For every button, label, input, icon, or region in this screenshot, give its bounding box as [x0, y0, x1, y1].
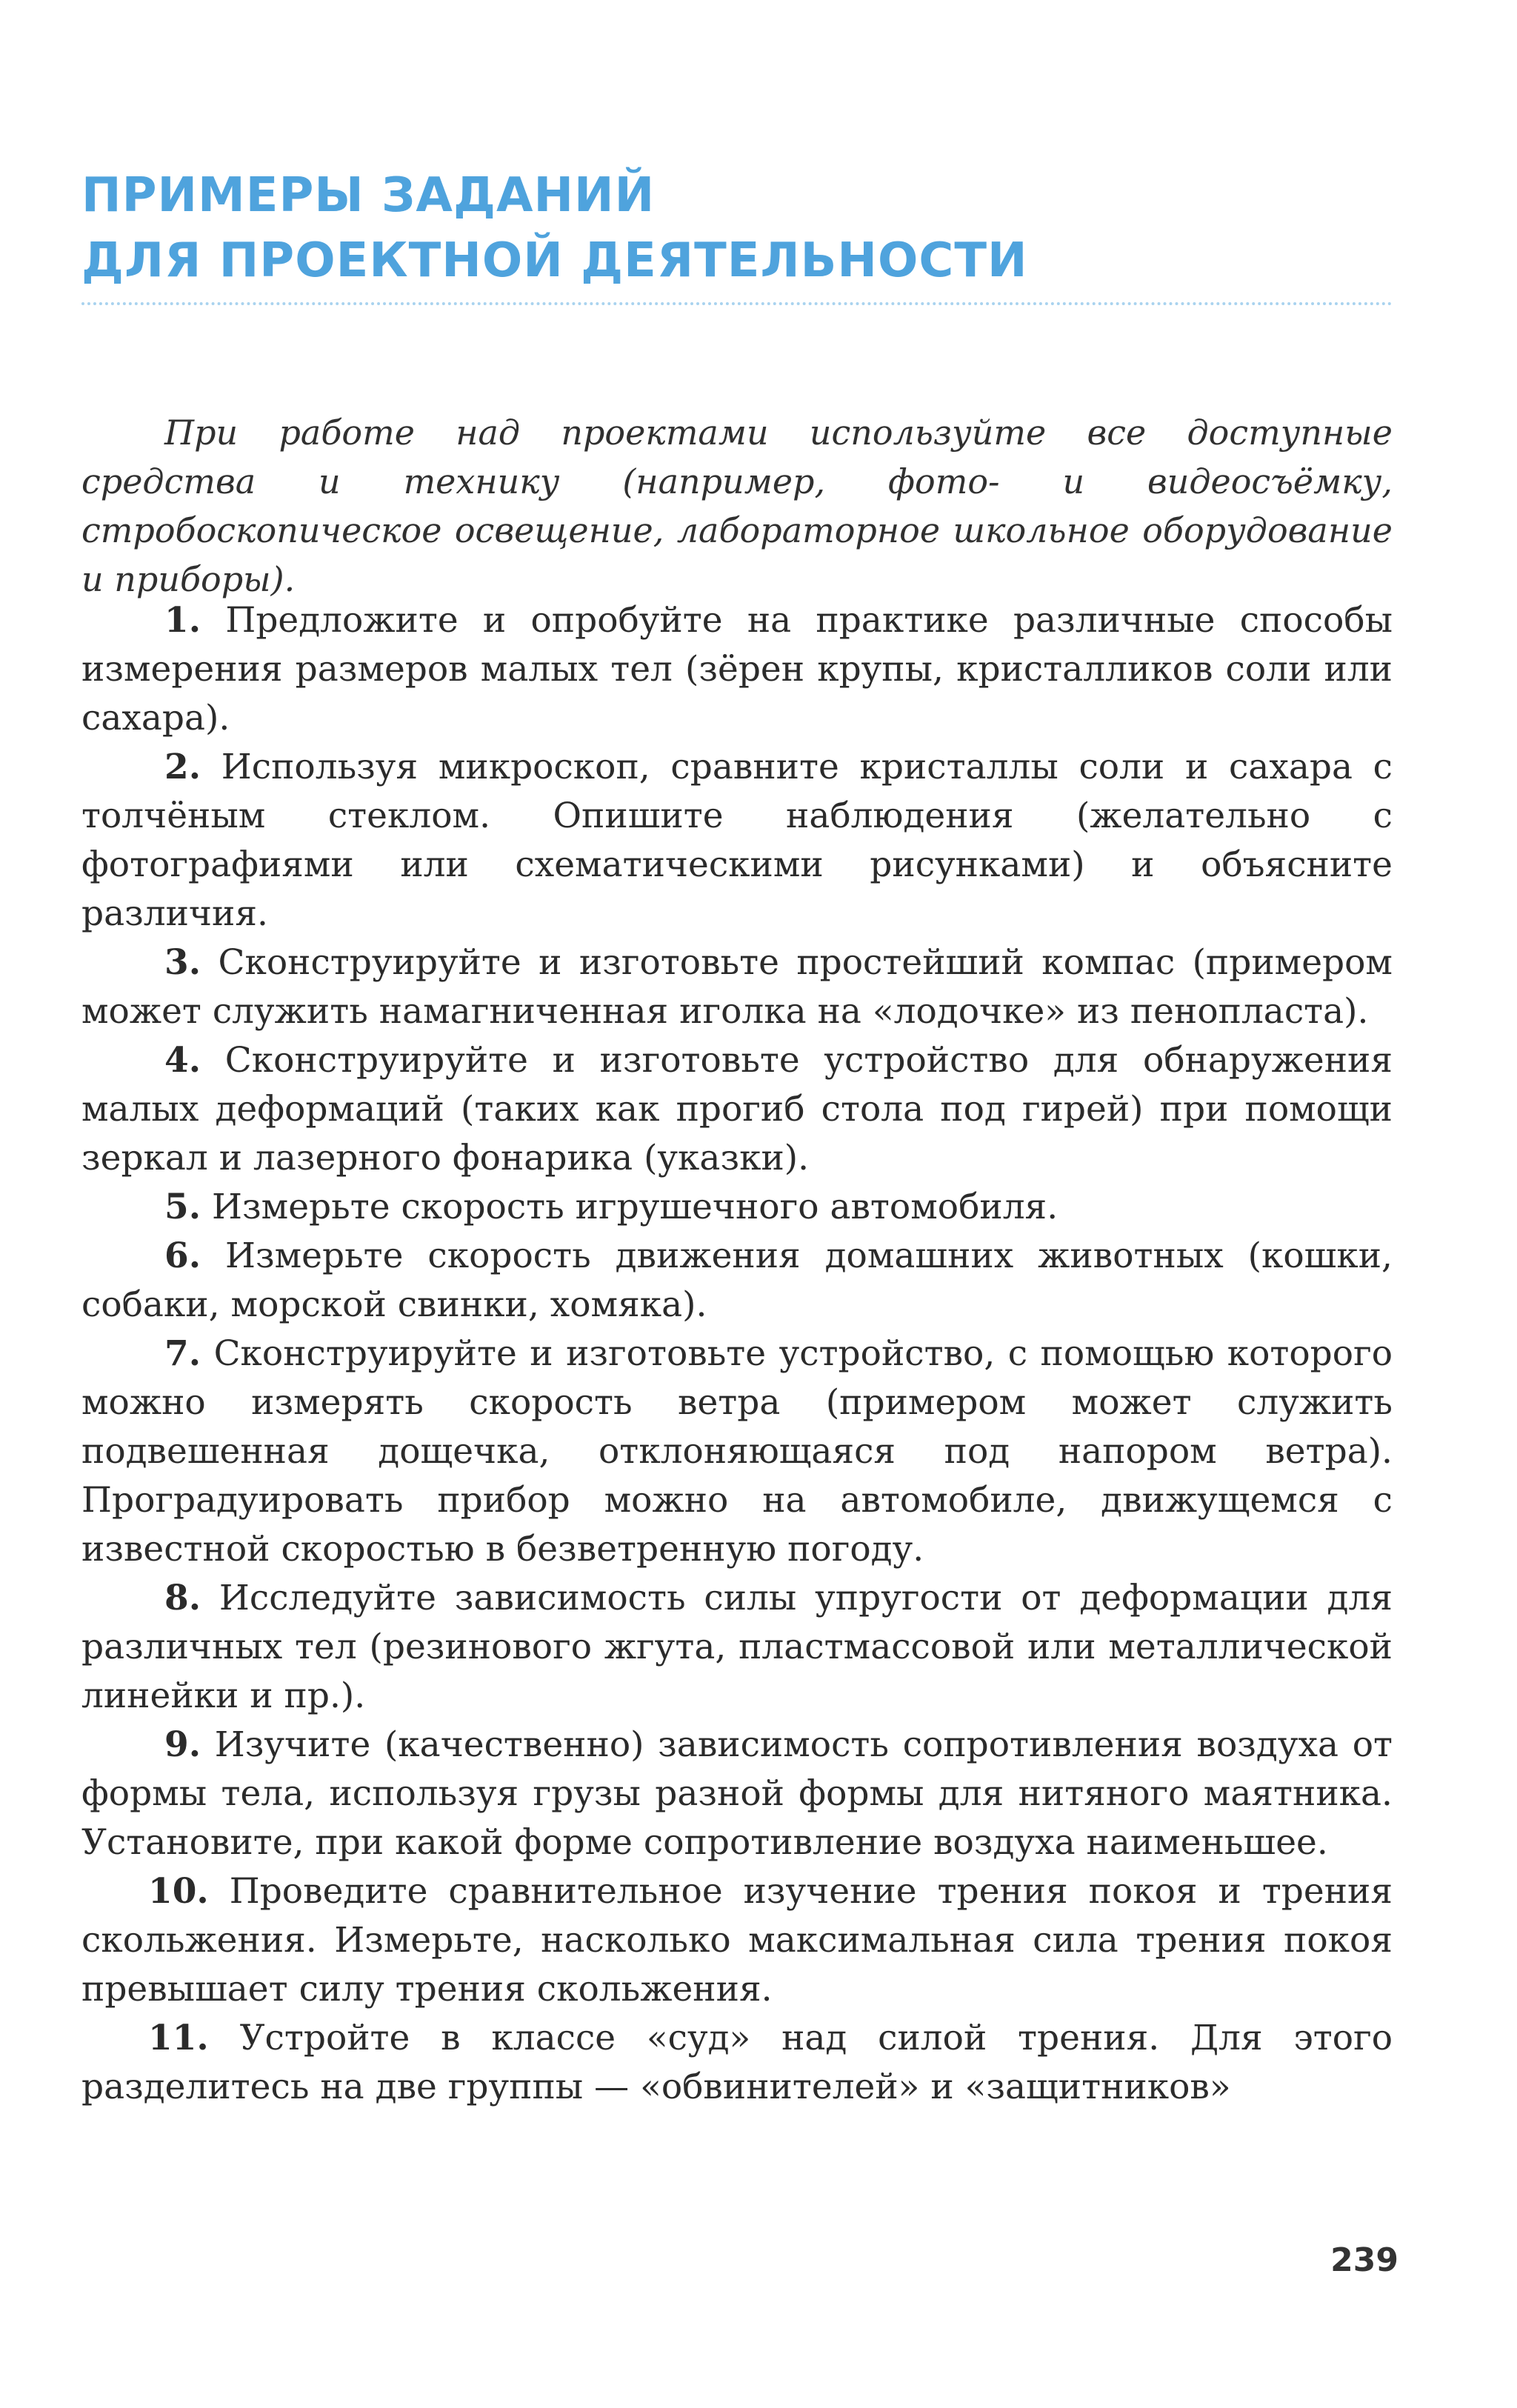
task-text: Предложите и опробуйте на практике различные способы измерения размеров малых тел (зёрен крупы, кристалликов соли или сахара). [81, 600, 1393, 738]
task-item [81, 2014, 1393, 2112]
task-text: Измерьте скорость движения домашних животных (кошки, собаки, морской свинки, хомяка). [81, 1235, 1393, 1325]
heading-divider [81, 302, 1393, 305]
task-text: Сконструируйте и изготовьте устройство, с помощью которого можно измерять скорость ветра (примером может служить подвешенная дощечка, отклоняющаяся под напором ветра). Проградуировать прибор можно на автомобиле, движущемся с известной скоростью в безветренную погоду. [81, 1333, 1393, 1570]
task-item [81, 743, 1393, 938]
task-item [81, 1183, 1393, 1232]
task-number: 11. [148, 2018, 209, 2058]
task-text: Используя микроскоп, сравните кристаллы соли и сахара с толчёным стеклом. Опишите наблюдения (желательно с фотографиями или схематическими рисунками) и объясните различия. [81, 747, 1393, 934]
task-text: Изучите (качественно) зависимость сопротивления воздуха от формы тела, используя грузы разной формы для нитяного маятника. Установите, при какой форме сопротивление воздуха наименьшее. [81, 1724, 1393, 1863]
task-item [81, 1036, 1393, 1183]
task-number: 1. [164, 600, 201, 641]
task-list [81, 596, 1393, 2112]
task-text: Сконструируйте и изготовьте устройство для обнаружения малых деформаций (таких как прогиб стола под гирей) при помощи зеркал и лазерного фонарика (указки). [81, 1040, 1393, 1178]
task-item [81, 1232, 1393, 1330]
task-text: Исследуйте зависимость силы упругости от деформации для различных тел (резинового жгута, пластмассовой или металлической линейки и пр.). [81, 1578, 1393, 1716]
task-number: 3. [164, 942, 201, 983]
task-item [81, 938, 1393, 1036]
page-number: 239 [1330, 2241, 1398, 2279]
heading-line-1: ПРИМЕРЫ ЗАДАНИЙ [81, 168, 656, 223]
intro-paragraph: При работе над проектами используйте все доступные средства и технику (например, фото- и видеосъёмку, стробоскопическое освещение, лабораторное школьное оборудование и приборы). [81, 413, 1393, 599]
task-item [81, 1574, 1393, 1721]
task-item [81, 1867, 1393, 2014]
task-number: 4. [164, 1040, 201, 1081]
task-text: Устройте в классе «суд» над силой трения. Для этого разделитесь на две группы — «обвинителей» и «защитников» [81, 2018, 1393, 2107]
task-number: 2. [164, 747, 201, 787]
task-text: Измерьте скорость игрушечного автомобиля. [212, 1187, 1058, 1227]
heading-line-2: ДЛЯ ПРОЕКТНОЙ ДЕЯТЕЛЬНОСТИ [81, 233, 1028, 288]
task-number: 10. [148, 1871, 209, 1912]
section-heading [81, 163, 1393, 293]
task-number: 6. [164, 1235, 201, 1276]
task-item [81, 1721, 1393, 1867]
task-number: 7. [164, 1333, 201, 1374]
task-number: 8. [164, 1578, 201, 1618]
task-item [81, 596, 1393, 743]
task-item [81, 1330, 1393, 1574]
task-number: 9. [164, 1724, 201, 1765]
task-text: Сконструируйте и изготовьте простейший компас (примером может служить намагниченная иголка на «лодочке» из пенопласта). [81, 942, 1393, 1032]
task-number: 5. [164, 1187, 201, 1227]
task-text: Проведите сравнительное изучение трения покоя и трения скольжения. Измерьте, насколько максимальная сила трения покоя превышает силу трения скольжения. [81, 1871, 1393, 2010]
